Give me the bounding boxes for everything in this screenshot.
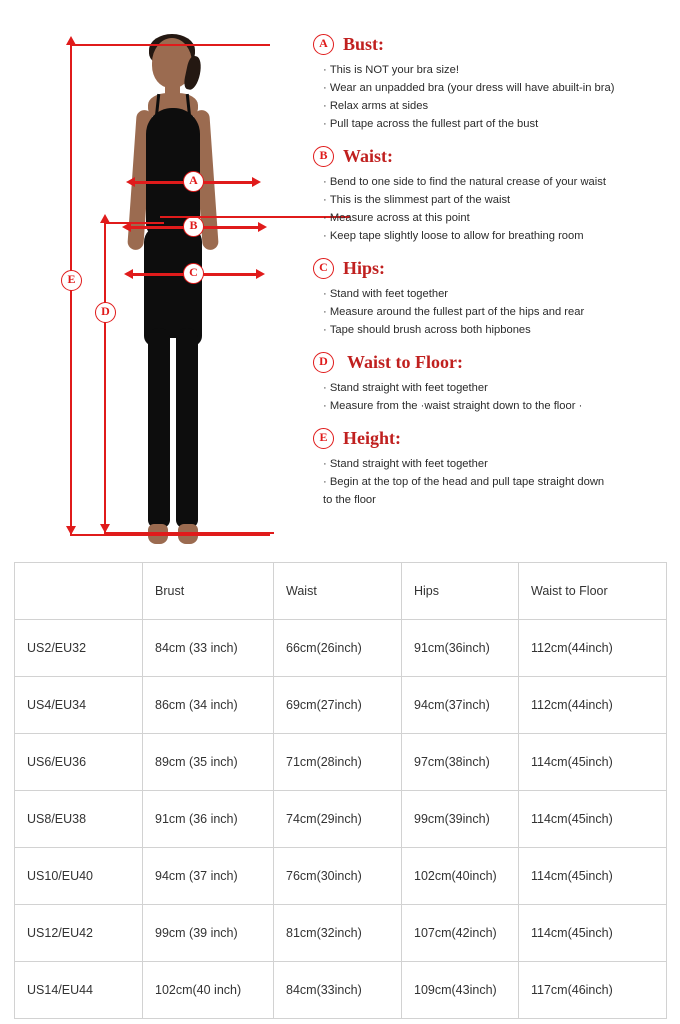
cell-size: US10/EU40 bbox=[15, 848, 143, 905]
list-item: · Stand straight with feet together bbox=[323, 455, 673, 473]
list-item: · Pull tape across the fullest part of the bust bbox=[323, 115, 673, 133]
cell-hips: 107cm(42inch) bbox=[402, 905, 519, 962]
table-row bbox=[15, 905, 667, 962]
list-item: · Stand straight with feet together bbox=[323, 379, 673, 397]
cell-waist-to-floor: 112cm(44inch) bbox=[519, 677, 667, 734]
table-row bbox=[15, 848, 667, 905]
list-item: · Measure around the fullest part of the hips and rear bbox=[323, 303, 673, 321]
cell-waist: 76cm(30inch) bbox=[274, 848, 402, 905]
list-item: · Keep tape slightly loose to allow for breathing room bbox=[323, 227, 673, 245]
cell-waist: 66cm(26inch) bbox=[274, 620, 402, 677]
section-badge-D: D bbox=[313, 352, 334, 373]
instruction-section-waist-to-floor bbox=[313, 352, 673, 415]
waist-floor-top-tick bbox=[104, 222, 164, 224]
list-item: · Wear an unpadded bra (your dress will have abuilt-in bra) bbox=[323, 79, 673, 97]
waist-floor-rule-line bbox=[104, 222, 106, 532]
cell-size: US8/EU38 bbox=[15, 791, 143, 848]
cell-waist-to-floor: 112cm(44inch) bbox=[519, 620, 667, 677]
table-row bbox=[15, 620, 667, 677]
cell-hips: 109cm(43inch) bbox=[402, 962, 519, 1019]
instruction-section-bust bbox=[313, 34, 673, 133]
cell-waist-to-floor: 117cm(46inch) bbox=[519, 962, 667, 1019]
section-header-bust bbox=[313, 34, 673, 55]
cell-brust: 91cm (36 inch) bbox=[143, 791, 274, 848]
hips-tape-arrow-right bbox=[256, 269, 265, 279]
column-header-hips: Hips bbox=[402, 563, 519, 620]
cell-size: US12/EU42 bbox=[15, 905, 143, 962]
cell-brust: 86cm (34 inch) bbox=[143, 677, 274, 734]
list-item: · Begin at the top of the head and pull tape straight down to the floor bbox=[323, 473, 613, 509]
waist-tape-arrow-right bbox=[258, 222, 267, 232]
model-figure bbox=[60, 30, 290, 545]
section-header-waist bbox=[313, 146, 673, 167]
bullet-list-waist bbox=[313, 173, 673, 245]
instructions-column bbox=[313, 34, 673, 522]
list-item: · This is the slimmest part of the waist bbox=[323, 191, 673, 209]
height-rule-top-tick bbox=[70, 44, 270, 46]
section-badge-A: A bbox=[313, 34, 334, 55]
figure-badge-D: D bbox=[95, 302, 116, 323]
section-badge-B: B bbox=[313, 146, 334, 167]
column-header-waist: Waist bbox=[274, 563, 402, 620]
waist-floor-bottom-tick bbox=[104, 532, 274, 534]
cell-hips: 99cm(39inch) bbox=[402, 791, 519, 848]
cell-waist-to-floor: 114cm(45inch) bbox=[519, 905, 667, 962]
cell-waist-to-floor: 114cm(45inch) bbox=[519, 734, 667, 791]
table-row bbox=[15, 734, 667, 791]
figure-badge-B: B bbox=[183, 216, 204, 237]
list-item: · Measure from the ·waist straight down to the floor · bbox=[323, 397, 673, 415]
cell-waist: 69cm(27inch) bbox=[274, 677, 402, 734]
column-header-waist-to-floor: Waist to Floor bbox=[519, 563, 667, 620]
section-header-waist-to-floor bbox=[313, 352, 673, 373]
table-header-row bbox=[15, 563, 667, 620]
cell-waist: 84cm(33inch) bbox=[274, 962, 402, 1019]
cell-brust: 84cm (33 inch) bbox=[143, 620, 274, 677]
list-item: · Relax arms at sides bbox=[323, 97, 673, 115]
cell-brust: 94cm (37 inch) bbox=[143, 848, 274, 905]
hips-tape-arrow-left bbox=[124, 269, 133, 279]
model-silhouette bbox=[108, 38, 238, 543]
list-item: · Tape should brush across both hipbones bbox=[323, 321, 673, 339]
cell-waist: 81cm(32inch) bbox=[274, 905, 402, 962]
cell-size: US4/EU34 bbox=[15, 677, 143, 734]
table-row bbox=[15, 791, 667, 848]
instruction-section-hips bbox=[313, 258, 673, 339]
cell-hips: 91cm(36inch) bbox=[402, 620, 519, 677]
instruction-section-waist bbox=[313, 146, 673, 245]
instruction-section-height bbox=[313, 428, 673, 509]
cell-hips: 94cm(37inch) bbox=[402, 677, 519, 734]
section-title-waist: Waist: bbox=[343, 146, 394, 166]
table-row bbox=[15, 677, 667, 734]
column-header-size bbox=[15, 563, 143, 620]
column-header-brust: Brust bbox=[143, 563, 274, 620]
bullet-list-waist-to-floor bbox=[313, 379, 673, 415]
model-leg-right bbox=[176, 328, 198, 528]
section-title-hips: Hips: bbox=[343, 258, 386, 278]
figure-badge-E: E bbox=[61, 270, 82, 291]
size-chart-table bbox=[14, 562, 667, 1019]
cell-size: US14/EU44 bbox=[15, 962, 143, 1019]
waist-tape-arrow-left bbox=[122, 222, 131, 232]
bullet-list-hips bbox=[313, 285, 673, 339]
cell-brust: 89cm (35 inch) bbox=[143, 734, 274, 791]
section-header-hips bbox=[313, 258, 673, 279]
cell-waist-to-floor: 114cm(45inch) bbox=[519, 848, 667, 905]
bullet-list-height bbox=[313, 455, 673, 509]
cell-brust: 102cm(40 inch) bbox=[143, 962, 274, 1019]
table-row bbox=[15, 962, 667, 1019]
list-item: · Stand with feet together bbox=[323, 285, 673, 303]
figure-badge-A: A bbox=[183, 171, 204, 192]
cell-waist-to-floor: 114cm(45inch) bbox=[519, 791, 667, 848]
model-leg-left bbox=[148, 328, 170, 528]
section-title-waist-to-floor: Waist to Floor: bbox=[347, 352, 463, 372]
list-item: · Bend to one side to find the natural crease of your waist bbox=[323, 173, 673, 191]
cell-waist: 71cm(28inch) bbox=[274, 734, 402, 791]
section-header-height bbox=[313, 428, 673, 449]
model-leg-gap bbox=[170, 338, 176, 508]
section-title-height: Height: bbox=[343, 428, 401, 448]
cell-size: US2/EU32 bbox=[15, 620, 143, 677]
bullet-list-bust bbox=[313, 61, 673, 133]
bust-tape-arrow-right bbox=[252, 177, 261, 187]
figure-badge-C: C bbox=[183, 263, 204, 284]
bust-tape-arrow-left bbox=[126, 177, 135, 187]
cell-hips: 97cm(38inch) bbox=[402, 734, 519, 791]
cell-brust: 99cm (39 inch) bbox=[143, 905, 274, 962]
height-rule-bottom-tick bbox=[70, 534, 270, 536]
section-title-bust: Bust: bbox=[343, 34, 385, 54]
section-badge-E: E bbox=[313, 428, 334, 449]
cell-waist: 74cm(29inch) bbox=[274, 791, 402, 848]
section-badge-C: C bbox=[313, 258, 334, 279]
cell-hips: 102cm(40inch) bbox=[402, 848, 519, 905]
cell-size: US6/EU36 bbox=[15, 734, 143, 791]
list-item: · Measure across at this point bbox=[323, 209, 673, 227]
list-item: · This is NOT your bra size! bbox=[323, 61, 673, 79]
